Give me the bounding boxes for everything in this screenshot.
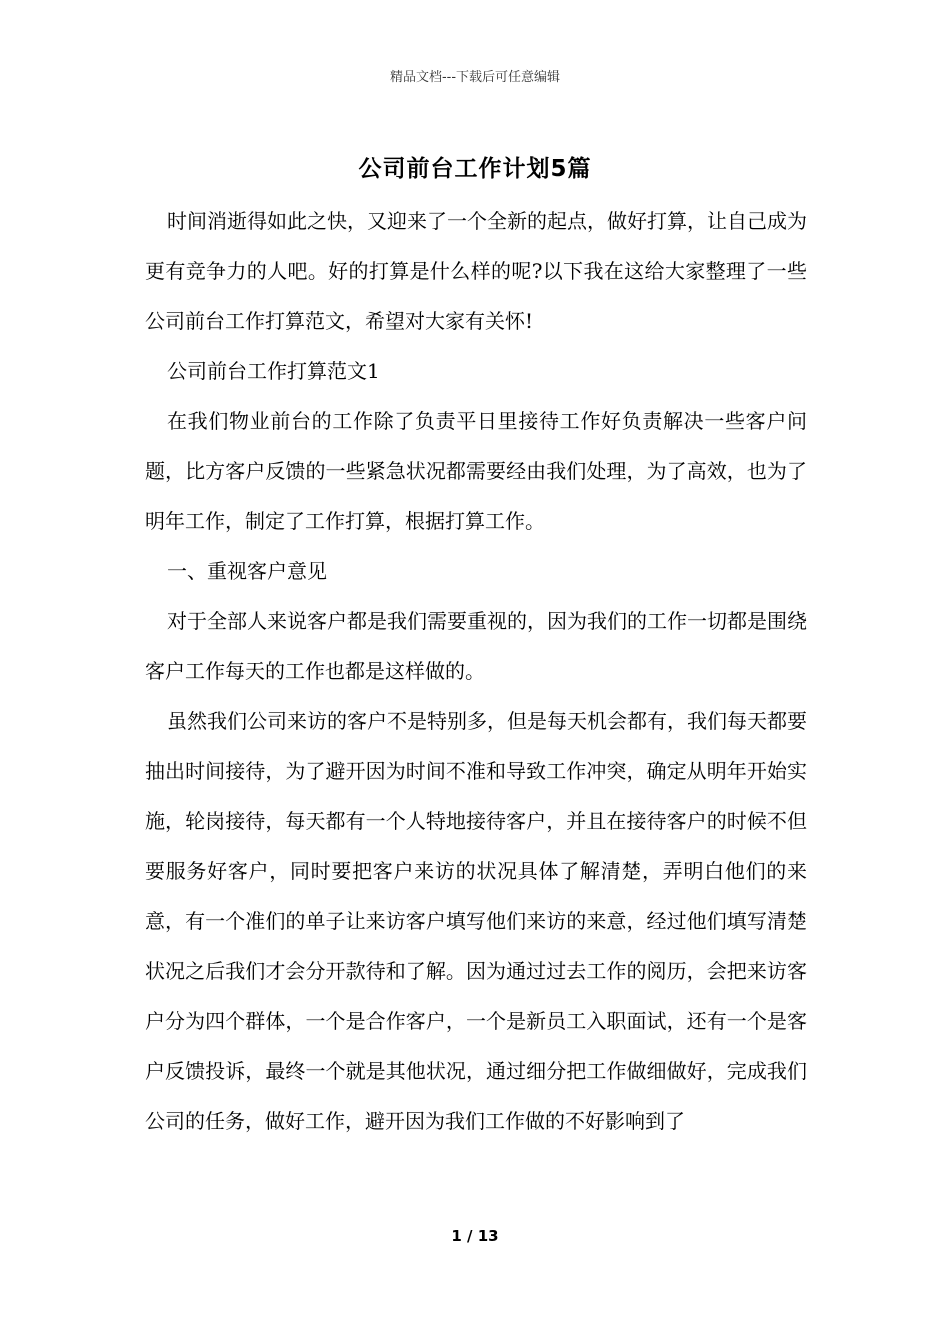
document-title: 公司前台工作计划5篇 bbox=[358, 156, 592, 182]
body-paragraph: 对于全部人来说客户都是我们需要重视的，因为我们的工作一切都是围绕客户工作每天的工作也都是这样做的。 bbox=[145, 609, 807, 683]
document-body bbox=[145, 196, 807, 1146]
body-paragraph: 虽然我们公司来访的客户不是特别多，但是每天机会都有，我们每天都要抽出时间接待，为了避开因为时间不准和导致工作冲突，确定从明年开始实施，轮岗接待，每天都有一个人特地接待客户，并且在接待客户的时候不但要服务好客户，同时要把客户来访的状况具体了解清楚，弄明白他们的来意，有一个准们的单子让来访客户填写他们来访的来意，经过他们填写清楚状况之后我们才会分开款待和了解。因为通过过去工作的阅历，会把来访客户分为四个群体，一个是合作客户，一个是新员工入职面试，还有一个是客户反馈投诉，最终一个就是其他状况，通过细分把工作做细做好，完成我们公司的任务，做好工作，避开因为我们工作做的不好影响到了 bbox=[145, 709, 807, 1133]
page-number: 1 / 13 bbox=[451, 1227, 499, 1245]
page-header: 精品文档---下载后可任意编辑 bbox=[389, 70, 561, 85]
subsection-heading: 一、重视客户意见 bbox=[167, 559, 327, 583]
section-heading: 公司前台工作打算范文1 bbox=[167, 359, 380, 383]
body-paragraph: 在我们物业前台的工作除了负责平日里接待工作好负责解决一些客户问题，比方客户反馈的一些紧急状况都需要经由我们处理，为了高效，也为了明年工作，制定了工作打算，根据打算工作。 bbox=[145, 409, 807, 533]
intro-paragraph: 时间消逝得如此之快，又迎来了一个全新的起点，做好打算，让自己成为更有竞争力的人吧。好的打算是什么样的呢?以下我在这给大家整理了一些公司前台工作打算范文，希望对大家有关怀! bbox=[145, 209, 807, 333]
